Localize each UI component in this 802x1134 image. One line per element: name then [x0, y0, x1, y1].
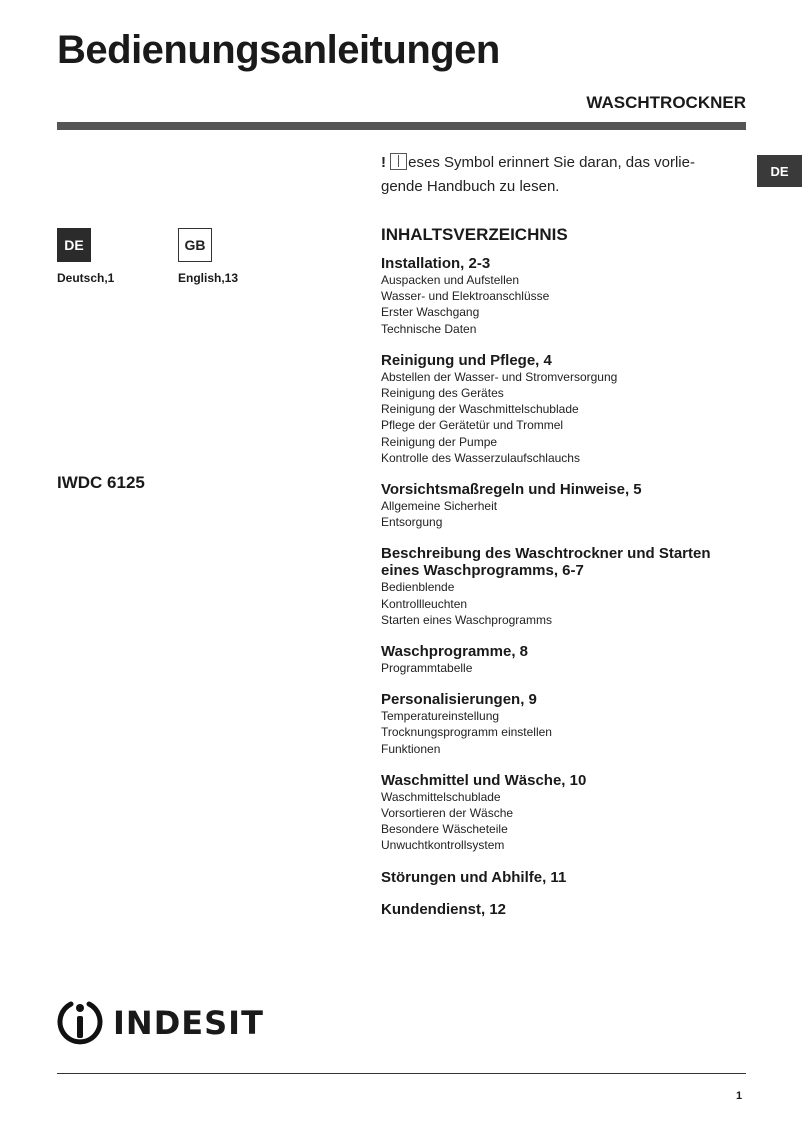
toc-section [381, 255, 751, 337]
page-number: 1 [736, 1090, 743, 1102]
toc-section-title[interactable]: Personalisierungen, 9 [381, 691, 537, 709]
indesit-logo-icon [57, 998, 103, 1048]
language-gb-label[interactable]: English,13 [178, 271, 239, 285]
language-gb-badge[interactable]: GB [178, 228, 212, 262]
toc-section-title[interactable]: Störungen und Abhilfe, 11 [381, 868, 567, 886]
toc-item[interactable]: Abstellen der Wasser- und Stromversorgung [381, 369, 618, 384]
toc-section [381, 869, 751, 886]
toc-item[interactable]: Erster Waschgang [381, 305, 480, 320]
toc-heading: INHALTSVERZEICHNIS [381, 225, 568, 244]
toc-section [381, 901, 751, 918]
toc-item[interactable]: Technische Daten [381, 321, 477, 336]
toc-item[interactable]: Auspacken und Aufstellen [381, 273, 520, 287]
toc-section-list [381, 255, 751, 918]
toc-item[interactable]: Unwuchtkontrollsystem [381, 838, 505, 853]
toc-section-title[interactable]: Kundendienst, 12 [381, 900, 507, 918]
book-icon [390, 153, 407, 170]
toc-section [381, 545, 751, 628]
toc-item[interactable]: Kontrollleuchten [381, 596, 468, 611]
toc-section-title[interactable]: Vorsichtsmaßregeln und Hinweise, 5 [381, 481, 642, 499]
toc-item[interactable]: Funktionen [381, 741, 441, 756]
toc-item[interactable]: Allgemeine Sicherheit [381, 499, 498, 514]
toc-item[interactable]: Programmtabelle [381, 661, 473, 676]
language-side-tab[interactable]: DE [757, 155, 802, 187]
toc-section-title[interactable]: Beschreibung des Waschtrockner und Starten eines Waschprogramms, 6-7 [381, 545, 711, 580]
logo-text: INDESIT [113, 1004, 264, 1042]
toc-section-title[interactable]: Waschmittel und Wäsche, 10 [381, 771, 587, 789]
indesit-logo [57, 998, 264, 1048]
toc-item[interactable]: Starten eines Waschprogramms [381, 612, 552, 627]
toc-section [381, 643, 751, 676]
toc-section-title[interactable]: Reinigung und Pflege, 4 [381, 351, 552, 369]
toc-item[interactable]: Kontrolle des Wasserzulaufschlauchs [381, 450, 580, 465]
toc-section-title[interactable]: Waschprogramme, 8 [381, 643, 528, 661]
toc-item[interactable]: Besondere Wäscheteile [381, 822, 508, 837]
table-of-contents [381, 225, 751, 933]
toc-section [381, 772, 751, 854]
toc-item[interactable]: Reinigung der Pumpe [381, 434, 498, 449]
toc-item[interactable]: Entsorgung [381, 515, 443, 530]
header-divider [57, 122, 746, 130]
note-line-1: eses Symbol erinnert Sie daran, das vorlie- [408, 154, 695, 171]
footer-divider [57, 1073, 746, 1074]
toc-item[interactable]: Temperatureinstellung [381, 709, 500, 724]
manual-note [381, 151, 726, 199]
page-title: Bedienungsanleitungen [57, 28, 500, 72]
toc-section [381, 481, 751, 530]
toc-item[interactable]: Vorsortieren der Wäsche [381, 806, 514, 821]
toc-item[interactable]: Bedienblende [381, 580, 455, 595]
toc-section [381, 691, 751, 757]
language-de-badge[interactable]: DE [57, 228, 91, 262]
toc-item[interactable]: Reinigung des Gerätes [381, 386, 504, 401]
exclamation-mark: ! [381, 154, 386, 171]
toc-item[interactable]: Trocknungsprogramm einstellen [381, 725, 552, 740]
toc-item[interactable]: Waschmittelschublade [381, 789, 501, 804]
toc-section [381, 352, 751, 466]
language-de-label[interactable]: Deutsch,1 [57, 271, 115, 285]
toc-section-title[interactable]: Installation, 2-3 [381, 255, 491, 272]
model-number: IWDC 6125 [57, 473, 145, 492]
note-line-2: gende Handbuch zu lesen. [381, 178, 560, 195]
toc-item[interactable]: Wasser- und Elektroanschlüsse [381, 289, 550, 304]
toc-item[interactable]: Pflege der Gerätetür und Trommel [381, 418, 564, 433]
document-subtitle: WASCHTROCKNER [586, 93, 746, 112]
toc-item[interactable]: Reinigung der Waschmittelschublade [381, 402, 579, 417]
